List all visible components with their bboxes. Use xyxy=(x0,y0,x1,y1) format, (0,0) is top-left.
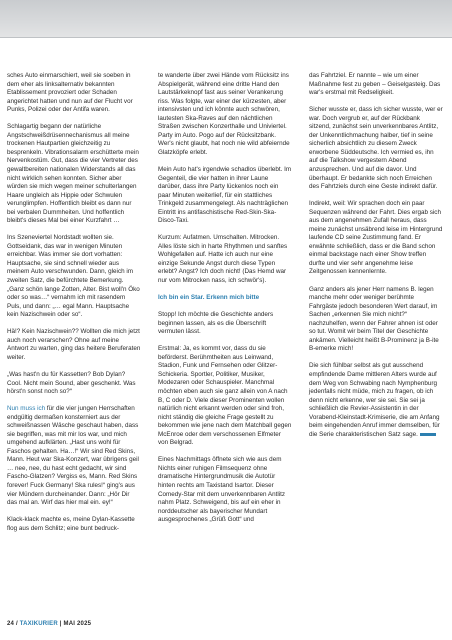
paragraph: Stopp! Ich möchte die Geschichte anders beginnen lassen, als es die Überschrift vermuten lässt. xyxy=(158,311,274,336)
article-column-3 xyxy=(309,72,443,448)
section-subheading: Ich bin ein Star. Erkenn mich bitte xyxy=(158,294,260,302)
page-number: 24 xyxy=(7,621,15,627)
paragraph: Sicher wusste er, dass ich sicher wusste, wer er war. Doch vergrub er, auf der Rückbank sitzend, zunächst sein unverkennbares Antlitz, der Unkenntlichmachung halber, tief in seine sicherlich absichtlich zu diesem Zweck erworbene Süddeutsche. Ich vermied es, ihn auf die Talkshow vergestern Abend anzusprechen. Und auf die davor. Und überhaupt. Er bedankte sich noch Erreichen des Fahrtziels durch eine Geste indirekt dafür. xyxy=(309,106,443,191)
paragraph: Eines Nachmittags öffnete sich wie aus dem Nichts einer ruhigen Filmsequenz ohne dramatische Hintergrundmusik die Autotür hinten rechts am Taxistand Isartor. Dieser Comedy-Star mit dem unverkennbaren Antlitz nahm Platz. Schweigend, bis auf ein eher in norddeutscher als bayerischer Mundart ausgesprochenes „Grüß Gott“ und xyxy=(158,456,286,524)
paragraph: „Was hast'n du für Kassetten? Bob Dylan? Cool. Nicht mein Sound, aber geschenkt. Was hörst'n sonst noch so?“ xyxy=(7,370,136,396)
paragraph: Hä!? Kein Nazischwein?? Wollten die mich jetzt auch noch verarschen? Ohne auf meine Antwort zu warten, ging das heitere Beruferaten weiter. xyxy=(7,328,141,361)
paragraph: Erstmal: Ja, es kommt vor, dass du sie beförderst. Berühmtheiten aus Leinwand, Stadion, Funk und Fernsehen oder Glitzer-Schickeria. Sportler, Politiker, Musiker, Modezaren oder Schauspieler. Manchmal möchten eben auch sie ganz allein von A nach B, C oder D. Viele dieser Prominenten wollen natürlich nicht erkannt werden oder sind froh, nicht ständig die gleiche Frage gestellt zu bekommen wie jene nach dem Matchball gegen McEnroe oder dem verschossenen Elfmeter von Belgrad. xyxy=(158,345,292,447)
paragraph xyxy=(309,362,443,439)
issue-date: | MAI 2025 xyxy=(57,621,92,627)
paragraph: Schlagartig begann der natürliche Angstschweißdrüsennechanismus all meine trockenen Hautpartien gleichzeitig zu besprenkeln. Vibrationsalarm erschütterte mein Nervenkostüm. Gut, dass die vier Vertreter des gewaltbereiten nationalen Widerstands all das nicht wirklich sehen konnten. Sicher aber würden sie mich wegen meiner schulterlangen Haare ungleich als Hippie oder Schwulen verunglimpfen. Hoffentlich bleibt es dann nur bei verbalen Dummheiten. Und hoffentlich bleibt's dieses Mal bei einer Kurzfahrt … xyxy=(7,123,139,225)
paragraph-lead-in: Nun muss ich xyxy=(7,405,46,413)
article-column-1 xyxy=(7,72,141,542)
paragraph: Mein Auto hat's irgendwie schadlos überlebt. Im Gegenteil, die vier hatten in ihrer Laune darüber, dass ihre Party lückenlos noch ein paar Minuten weiterlief, für ein stattliches Trinkgeld zusammengelegt. Als nachträglichen Eintritt ins antifaschistische Red-Skin-Ska-Disco-Taxi. xyxy=(158,165,292,225)
paragraph: te wanderte über zwei Hände vom Rücksitz ins Abspielgerät, während eine dritte Hand den Lautstärkeknopf fast aus seiner Verankerung riss. Was folgte, war einer der kürzesten, aber intensivsten und ich könnte auch schwören, lautesten Ska-Raves auf den nächtlichen Straßen zwischen Konzerthalle und Univiertel. Party im Auto. Pogo auf der Rücksitzbank. Wer's nicht glaubt, hat noch nie wild abfeiernde Glatzköpfe erlebt. xyxy=(158,72,290,156)
page-footer xyxy=(7,621,91,627)
paragraph-body: für die vier jungen Herrschaften endgültig dermaßen konsterniert aus der schweißnassen Wäsche geschaut haben, dass sie begriffen, was mit mir los war, und mich umgehend aufklärten. „Hast uns wohl für Faschos gehalten. Ha…!“ Wir sind Red Skins, Mann. Heut war Ska-Konzert, war übrigens geil … nee, nee, du hast echt gedacht, wir sind Fascho-Glatzen? Vergiss es, Mann. Red Skins forever! Fuck Germany! Ska rules!“ ging's aus vier Mündern durcheinander. Dann: „Hör Dir das mal an. Wirf das hier mal ein. ey!“ xyxy=(7,405,139,507)
paragraph xyxy=(7,405,141,508)
paragraph: Ins Szeneviertel Nordstadt wollten sie. Gottseidank, das war in wenigen Minuten erreichbar. Was immer sie dort vorhatten: Hauptsache, sie sind schnell wieder aus meinem Auto verschwunden. Dann, gleich im zweiten Satz, die befürchtete Bemerkung. „Ganz schön lange Zotten, Alter. Bist woll'n Öko oder so was…“ vernahm ich mit rasendem Puls, und dann: „… egal Mann. Hauptsache kein Nazischwein oder so“. xyxy=(7,234,140,319)
paragraph: das Fahrtziel. Er nannte – wie um einer Maßnahme fest zu geben – Geiselgasteig. Das war's erstmal mit Redseligkeit. xyxy=(309,72,441,97)
footer-separator: / xyxy=(14,621,20,627)
end-of-article-mark xyxy=(420,433,436,436)
article-column-2 xyxy=(158,72,292,533)
paragraph: Klack-klack machte es, meine Dylan-Kassette flog aus dem Schlitz; eine bunt bedruck- xyxy=(7,516,135,532)
paragraph: Kurzum: Aufatmen. Umschalten. Mitrocken. Alles löste sich in harte Rhythmen und sanftes Wohlgefallen auf. Hatte ich auch nur eine einzige Sekunde Angst durch diese Typen erlebt? Angst? Ich doch nicht! (Das Hemd war nur vom Mitrocken nass, ich schwör's). xyxy=(158,234,288,285)
publication-name: TAXIKURIER xyxy=(19,621,58,627)
header-photo xyxy=(0,0,452,37)
paragraph: Ganz anders als jener Herr namens B. legen manche mehr oder weniger berühmte Fahrgäste jedoch besonderen Wert darauf, im Sachen „erkennen Sie mich nicht?“ nachzuhelfen, wenn der Fahrer ahnen ist oder so tut. Womit wir beim Titel der Geschichte ankämen. Vielleicht heißt B-Prominenz ja B-ite B-emerke mich! xyxy=(309,285,439,353)
paragraph: sches Auto einmarschiert, weil sie soeben in dem eher als linksalternativ bekannten Etablissement provoziert oder Schaden angerichtet hatten und nun auf der Flucht vor Punks, Polizei oder der Antifa waren. xyxy=(7,72,133,114)
header-rule xyxy=(0,37,452,38)
paragraph: Indirekt, weil: Wir sprachen doch ein paar Sequenzen während der Fahrt. Dies ergab sich aus dem angenehmen Zufall heraus, dass meine zunächst unsäbrend leise im Hintergrund laufende CD seine Zustimmung fand. Er erwähnte schließlich, dass er die Band schon einmal backstage nach einer Show treffen durfte und vier sehr angenehme leise Zeitgenossen kennenlernte. xyxy=(309,200,443,276)
paragraph-body: Die sich fühlbar selbst als gut ausschend empfindende Dame mittleren Alters wurde auf dem Weg von Schwabing nach Nymphenburg jedenfalls nicht müde, mich zu fragen, ob ich denn nicht erkenne, wer sie sei. Sie sei ja schließlich die Revier-Assistentin in der Vorabend-Kleinstadt-Krimiserie, die am Anfang beim eingehenden Anruf immer demselben, für die Serie charakteristischen Satz sage. xyxy=(309,362,440,438)
